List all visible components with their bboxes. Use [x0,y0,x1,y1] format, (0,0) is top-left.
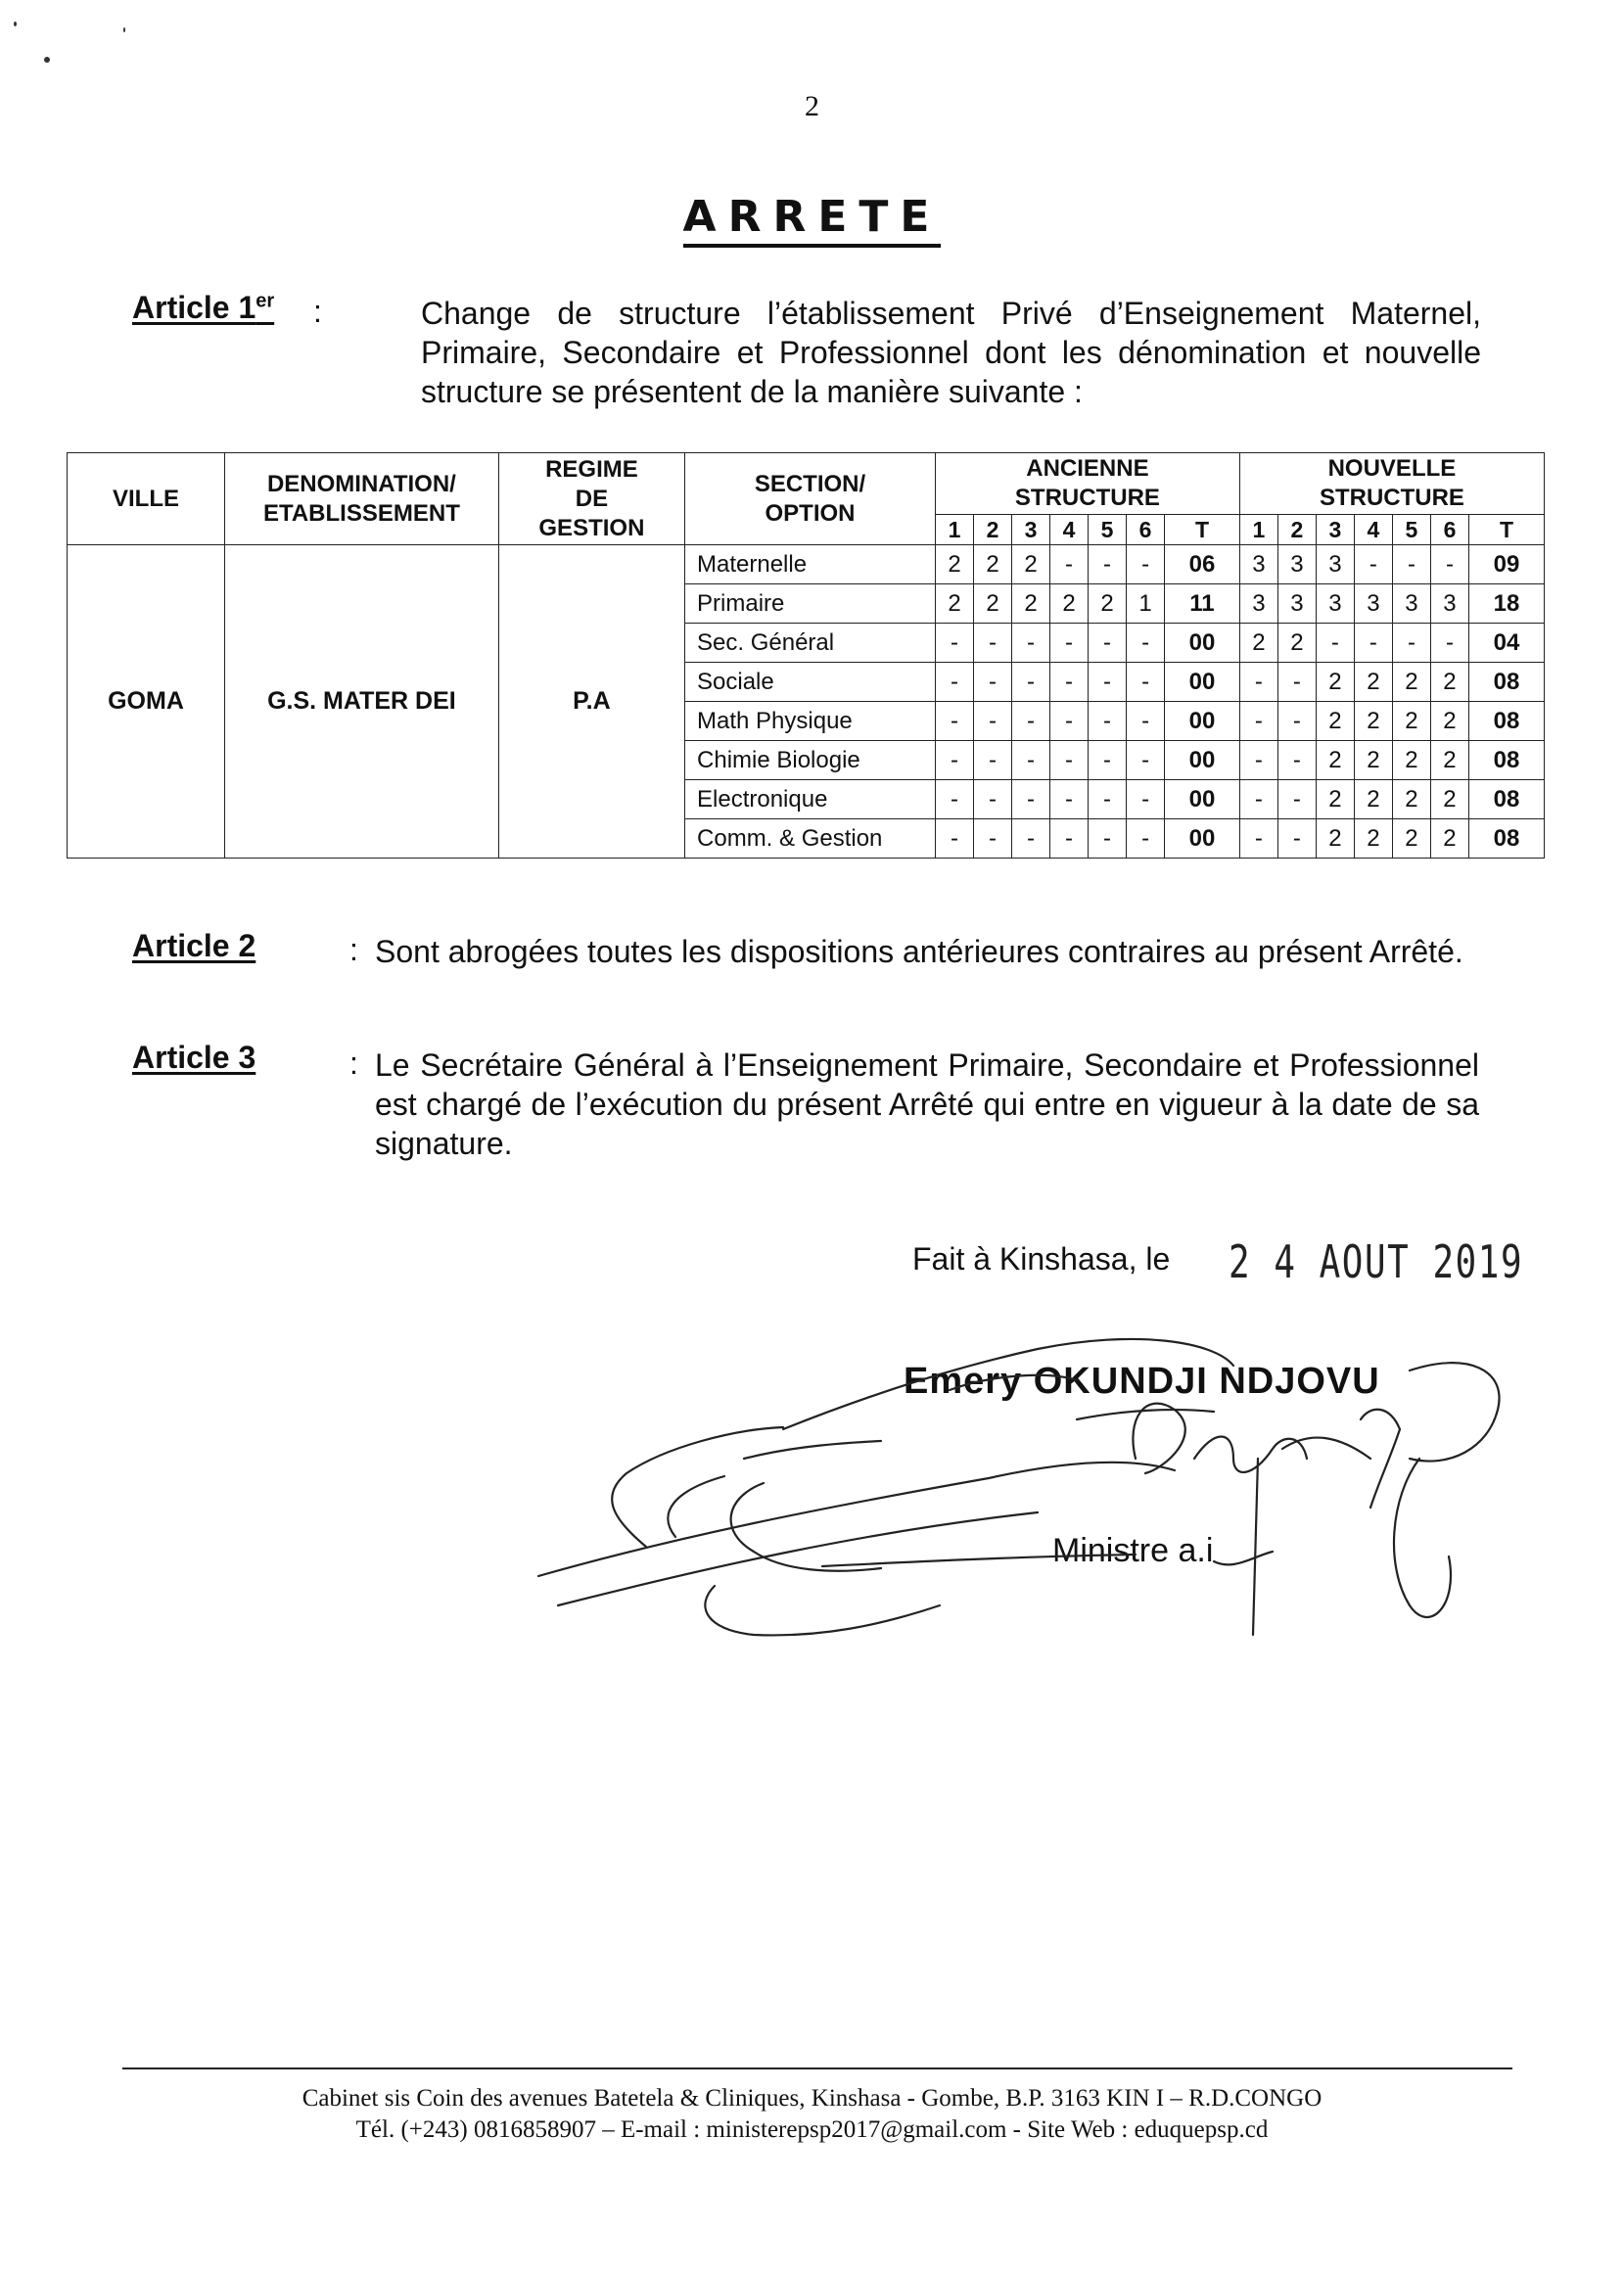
ancienne-level-cell: - [1012,663,1050,702]
nouvelle-level-cell: - [1239,741,1277,780]
ville-cell: GOMA [68,545,225,859]
header-section: SECTION/ OPTION [685,453,936,545]
nouvelle-level-cell: - [1392,545,1430,584]
page-number: 2 [805,90,819,122]
nouvelle-level-cell: - [1277,663,1316,702]
ancienne-level-cell: - [1127,663,1165,702]
nouvelle-total-cell: 04 [1468,624,1544,663]
nouvelle-level-cell: 2 [1430,780,1468,819]
scan-speck [14,22,17,26]
document-title-text: ARRETE [683,192,942,248]
nouvelle-level-cell: - [1239,663,1277,702]
ancienne-level-cell: - [1050,702,1089,741]
ancienne-total-cell: 00 [1165,780,1240,819]
nouvelle-total-cell: 18 [1468,584,1544,624]
ancienne-level-cell: - [1050,780,1089,819]
nouvelle-total-cell: 08 [1468,663,1544,702]
section-option-cell: Comm. & Gestion [685,819,936,859]
place-date-line: Fait à Kinshasa, le [912,1241,1171,1277]
nouvelle-level-cell: 3 [1277,545,1316,584]
ancienne-level-cell: - [1012,819,1050,859]
header-regime: REGIME DE GESTION [498,453,684,545]
footer-address: Cabinet sis Coin des avenues Batetela & Cliniques, Kinshasa - Gombe, B.P. 3163 KIN I – R.D.CONGO [302,2085,1322,2112]
scan-speck [123,27,125,32]
ancienne-level-cell: 2 [1012,545,1050,584]
nouvelle-level-cell: 2 [1430,702,1468,741]
date-stamp: 2 4 AOUT 2019 [1229,1235,1524,1288]
regime-cell: P.A [498,545,684,859]
nouvelle-level-cell: 3 [1430,584,1468,624]
nouvelle-level-cell: - [1277,702,1316,741]
nouvelle-level-cell: 2 [1316,741,1354,780]
total-header: T [1165,515,1240,545]
ancienne-level-cell: - [1127,545,1165,584]
table-row [68,545,1545,584]
section-option-cell: Electronique [685,780,936,819]
header-ville: VILLE [68,453,225,545]
ancienne-level-cell: - [974,624,1012,663]
footer-contact: Tél. (+243) 0816858907 – E-mail : ministerepsp2017@gmail.com - Site Web : eduquepsp.cd [355,2116,1269,2143]
nouvelle-level-cell: - [1277,741,1316,780]
signer-name: Emery OKUNDJI NDJOVU [904,1361,1380,1402]
structure-table [67,452,1545,859]
nouvelle-level-cell: - [1277,780,1316,819]
ancienne-total-cell: 11 [1165,584,1240,624]
nouvelle-level-cell: 3 [1239,545,1277,584]
nouvelle-level-cell: 2 [1354,702,1392,741]
ancienne-level-cell: - [1089,545,1127,584]
nouvelle-level-cell: 3 [1392,584,1430,624]
nouvelle-level-cell: 2 [1354,780,1392,819]
article-3-label: Article 3 [132,1040,256,1075]
nouvelle-level-cell: 2 [1392,780,1430,819]
nouvelle-level-cell: 2 [1430,741,1468,780]
ancienne-level-cell: - [1050,741,1089,780]
ancienne-total-cell: 06 [1165,545,1240,584]
ancienne-level-cell: - [1089,702,1127,741]
ancienne-level-cell: - [1089,624,1127,663]
nouvelle-level-cell: - [1239,780,1277,819]
ancienne-level-cell: - [974,780,1012,819]
level-header: 1 [935,515,973,545]
ancienne-level-cell: 2 [935,545,973,584]
ancienne-level-cell: - [1050,624,1089,663]
nouvelle-level-cell: - [1430,545,1468,584]
section-option-cell: Sec. Général [685,624,936,663]
document-title [0,192,1624,242]
footer-rule [122,2067,1512,2069]
ancienne-level-cell: - [1127,741,1165,780]
nouvelle-level-cell: - [1277,819,1316,859]
nouvelle-level-cell: 2 [1316,819,1354,859]
ancienne-total-cell: 00 [1165,741,1240,780]
nouvelle-level-cell: - [1316,624,1354,663]
nouvelle-level-cell: 3 [1316,545,1354,584]
level-header: 6 [1430,515,1468,545]
ancienne-total-cell: 00 [1165,663,1240,702]
ancienne-level-cell: - [1089,663,1127,702]
nouvelle-total-cell: 08 [1468,741,1544,780]
nouvelle-level-cell: 3 [1354,584,1392,624]
article-1-label-text: Article 1 [132,290,256,325]
nouvelle-level-cell: - [1354,624,1392,663]
ancienne-level-cell: 2 [974,584,1012,624]
article-2-colon: : [349,932,358,967]
nouvelle-level-cell: 2 [1239,624,1277,663]
nouvelle-level-cell: 2 [1354,663,1392,702]
section-option-cell: Sociale [685,663,936,702]
ancienne-level-cell: - [974,663,1012,702]
section-option-cell: Primaire [685,584,936,624]
level-header: 1 [1239,515,1277,545]
nouvelle-level-cell: - [1239,819,1277,859]
nouvelle-level-cell: 3 [1239,584,1277,624]
article-2-label: Article 2 [132,928,256,963]
handwritten-signature [529,1312,1527,1645]
article-1-text: Change de structure l’établissement Privé d’Enseignement Maternel, Primaire, Secondaire et Professionnel dont les dénomination et nouvelle structure se présentent de la manière suivante : [421,296,1481,409]
nouvelle-level-cell: 2 [1430,663,1468,702]
article-1-label [132,290,274,326]
header-ancienne: ANCIENNE STRUCTURE [935,453,1239,515]
level-header: 5 [1089,515,1127,545]
nouvelle-level-cell: 2 [1392,819,1430,859]
scan-speck [44,57,50,63]
nouvelle-level-cell: 2 [1392,663,1430,702]
ancienne-level-cell: - [1089,819,1127,859]
nouvelle-level-cell: 2 [1316,702,1354,741]
nouvelle-total-cell: 08 [1468,780,1544,819]
level-header: 5 [1392,515,1430,545]
ancienne-level-cell: 2 [935,584,973,624]
ancienne-level-cell: - [1012,741,1050,780]
denomination-cell: G.S. MATER DEI [225,545,499,859]
header-denomination: DENOMINATION/ ETABLISSEMENT [225,453,499,545]
nouvelle-level-cell: 3 [1316,584,1354,624]
ancienne-level-cell: - [935,702,973,741]
table-body [68,545,1545,859]
ancienne-level-cell: - [1127,702,1165,741]
ancienne-level-cell: - [974,741,1012,780]
nouvelle-level-cell: 2 [1392,702,1430,741]
ancienne-level-cell: - [935,624,973,663]
level-header: 2 [1277,515,1316,545]
article-3-colon: : [349,1045,358,1081]
nouvelle-level-cell: - [1392,624,1430,663]
nouvelle-level-cell: - [1354,545,1392,584]
section-option-cell: Chimie Biologie [685,741,936,780]
nouvelle-level-cell: 2 [1392,741,1430,780]
ancienne-level-cell: - [1127,819,1165,859]
ancienne-total-cell: 00 [1165,624,1240,663]
level-header: 4 [1050,515,1089,545]
ancienne-level-cell: - [935,819,973,859]
ancienne-level-cell: - [1012,702,1050,741]
ancienne-level-cell: - [974,702,1012,741]
ancienne-level-cell: - [935,780,973,819]
header-nouvelle: NOUVELLE STRUCTURE [1239,453,1544,515]
nouvelle-level-cell: 2 [1316,663,1354,702]
ancienne-level-cell: 2 [1089,584,1127,624]
ancienne-level-cell: - [974,819,1012,859]
ancienne-level-cell: - [935,741,973,780]
ancienne-level-cell: - [1127,624,1165,663]
ancienne-level-cell: - [1012,780,1050,819]
ancienne-total-cell: 00 [1165,819,1240,859]
ancienne-level-cell: 2 [1012,584,1050,624]
nouvelle-level-cell: 3 [1277,584,1316,624]
nouvelle-level-cell: - [1239,702,1277,741]
ancienne-level-cell: - [1012,624,1050,663]
table-header-row [68,453,1545,515]
level-header: 2 [974,515,1012,545]
nouvelle-level-cell: 2 [1277,624,1316,663]
article-3-text: Le Secrétaire Général à l’Enseignement Primaire, Secondaire et Professionnel est chargé de l’exécution du présent Arrêté qui entre en vigueur à la date de sa signature. [375,1047,1479,1161]
ancienne-level-cell: - [1050,663,1089,702]
article-1-colon: : [313,294,322,329]
ancienne-level-cell: - [1127,780,1165,819]
nouvelle-level-cell: 2 [1354,819,1392,859]
ancienne-level-cell: - [1089,741,1127,780]
ancienne-level-cell: 2 [974,545,1012,584]
ancienne-level-cell: - [1050,819,1089,859]
ancienne-level-cell: 1 [1127,584,1165,624]
nouvelle-level-cell: 2 [1430,819,1468,859]
ancienne-level-cell: - [1089,780,1127,819]
nouvelle-level-cell: 2 [1316,780,1354,819]
ancienne-level-cell: 2 [1050,584,1089,624]
nouvelle-level-cell: 2 [1354,741,1392,780]
level-header: 6 [1127,515,1165,545]
nouvelle-level-cell: - [1430,624,1468,663]
ancienne-total-cell: 00 [1165,702,1240,741]
nouvelle-total-cell: 08 [1468,702,1544,741]
article-2-text: Sont abrogées toutes les dispositions antérieures contraires au présent Arrêté. [375,934,1463,969]
nouvelle-total-cell: 08 [1468,819,1544,859]
ancienne-level-cell: - [1050,545,1089,584]
nouvelle-total-cell: 09 [1468,545,1544,584]
level-header: 4 [1354,515,1392,545]
ancienne-level-cell: - [935,663,973,702]
section-option-cell: Maternelle [685,545,936,584]
section-option-cell: Math Physique [685,702,936,741]
level-header: 3 [1012,515,1050,545]
article-1-label-sup: er [255,290,275,312]
total-header: T [1468,515,1544,545]
signer-role: Ministre a.i [1052,1532,1214,1569]
level-header: 3 [1316,515,1354,545]
